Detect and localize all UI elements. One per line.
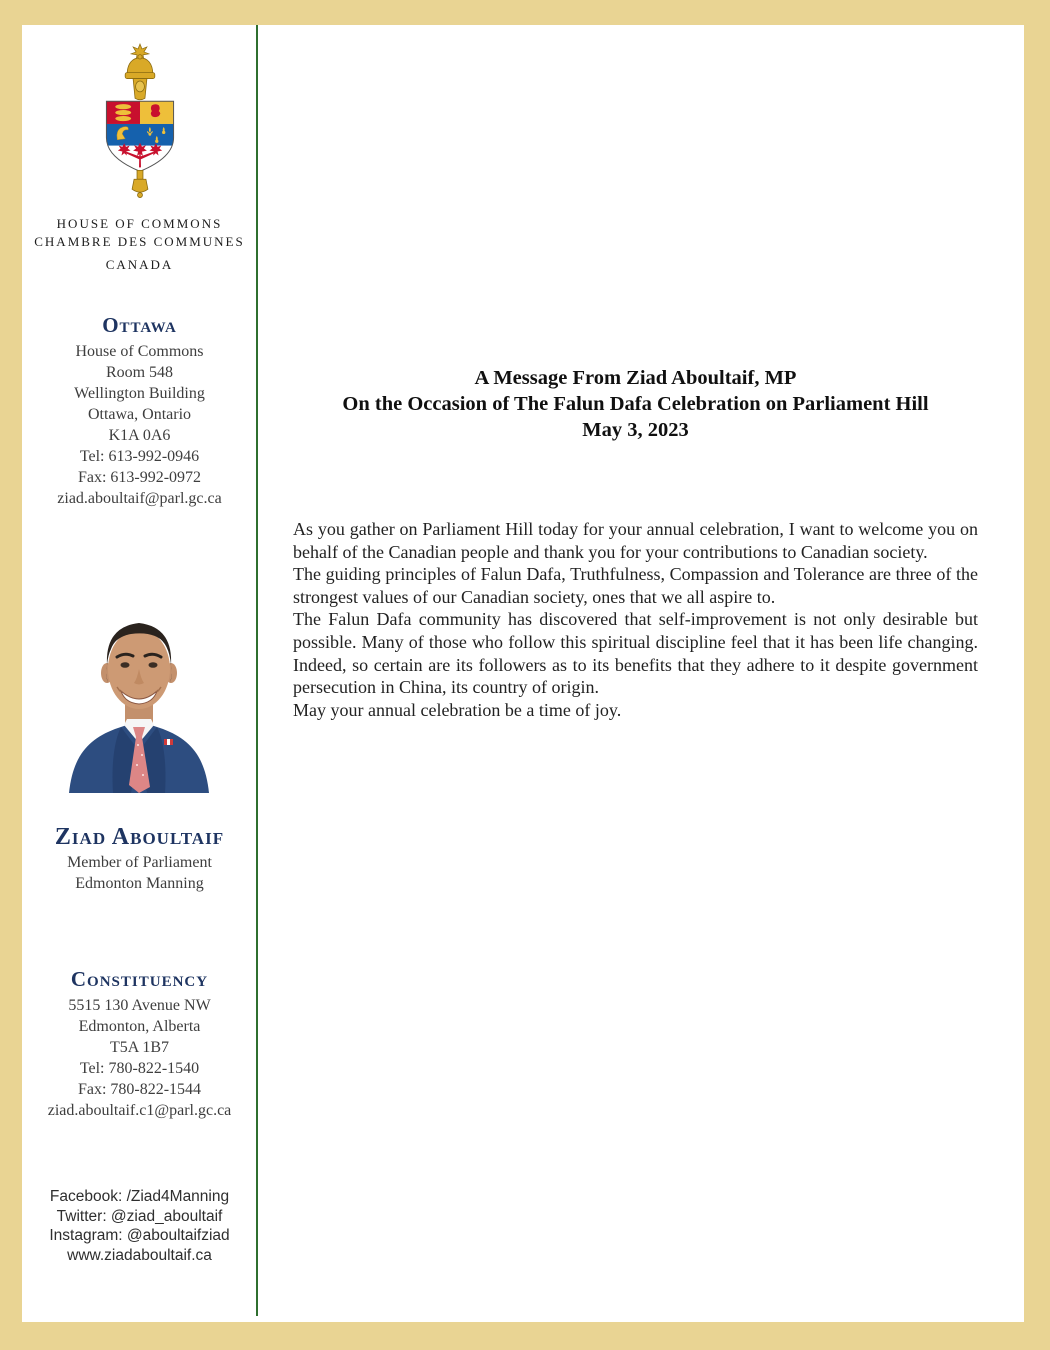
mp-title: Member of Parliament [67, 854, 212, 871]
facebook-handle: Facebook: /Ziad4Manning [49, 1188, 230, 1205]
constituency-office-block [22, 969, 257, 1121]
vertical-divider [256, 25, 258, 1316]
member-block [22, 824, 257, 894]
letter-page [22, 25, 1024, 1322]
org-name-french: CHAMBRE DES COMMUNES [34, 234, 245, 249]
ottawa-address-line: Wellington Building [74, 385, 205, 402]
title-line-2: On the Occasion of The Falun Dafa Celebration on Parliament Hill [342, 393, 929, 415]
mp-riding: Edmonton Manning [75, 875, 204, 892]
constituency-heading: Constituency [70, 967, 209, 991]
constituency-address-line: Edmonton, Alberta [78, 1018, 201, 1035]
paragraph-3: The Falun Dafa community has discovered that self-improvement is not only desirable but possible. Many of those who follow this spiritual discipline feel that it has been life changing. Indeed, so certain are its followers as to its benefits that they adhere to it despite government persecution in China, its country of origin. [293, 609, 978, 698]
ottawa-office-block [22, 315, 257, 509]
org-name-country: CANADA [105, 257, 174, 272]
ottawa-email: ziad.aboultaif@parl.gc.ca [57, 490, 222, 507]
mp-name: Ziad Aboultaif [54, 824, 225, 850]
org-name-block [22, 215, 257, 274]
ottawa-address-line: Ottawa, Ontario [87, 406, 192, 423]
title-line-1: A Message From Ziad Aboultaif, MP [474, 367, 797, 389]
constituency-email: ziad.aboultaif.c1@parl.gc.ca [47, 1102, 232, 1119]
mp-portrait-photo [61, 581, 217, 793]
ottawa-fax: Fax: 613-992-0972 [77, 469, 202, 486]
constituency-address-line: 5515 130 Avenue NW [68, 997, 211, 1014]
website-url: www.ziadaboultaif.ca [67, 1246, 212, 1264]
ottawa-address-line: House of Commons [75, 343, 204, 360]
instagram-handle: Instagram: @aboultaifziad [49, 1227, 230, 1244]
org-name-english: HOUSE OF COMMONS [56, 216, 223, 231]
constituency-phone: Tel: 780-822-1540 [79, 1060, 200, 1077]
letter-title [293, 365, 978, 443]
paragraph-4: May your annual celebration be a time of joy. [293, 699, 622, 720]
constituency-fax: Fax: 780-822-1544 [77, 1081, 202, 1098]
social-media-block [22, 1187, 257, 1265]
title-date: May 3, 2023 [582, 419, 689, 441]
paragraph-2: The guiding principles of Falun Dafa, Truthfulness, Compassion and Tolerance are three of the strongest values of our Canadian society, ones that we all aspire to. [293, 564, 978, 607]
house-of-commons-crest-icon [22, 43, 257, 206]
letter-paragraphs [293, 518, 978, 721]
paragraph-1: As you gather on Parliament Hill today for your annual celebration, I want to welcome you on behalf of the Canadian people and thank you for your contributions to Canadian society. [293, 519, 978, 562]
ottawa-address-line: K1A 0A6 [108, 427, 171, 444]
sidebar [22, 25, 257, 1322]
ottawa-phone: Tel: 613-992-0946 [79, 448, 200, 465]
twitter-handle: Twitter: @ziad_aboultaif [56, 1207, 223, 1225]
constituency-address-line: T5A 1B7 [109, 1039, 170, 1056]
ottawa-heading: Ottawa [102, 313, 177, 337]
ottawa-address-line: Room 548 [105, 364, 174, 381]
